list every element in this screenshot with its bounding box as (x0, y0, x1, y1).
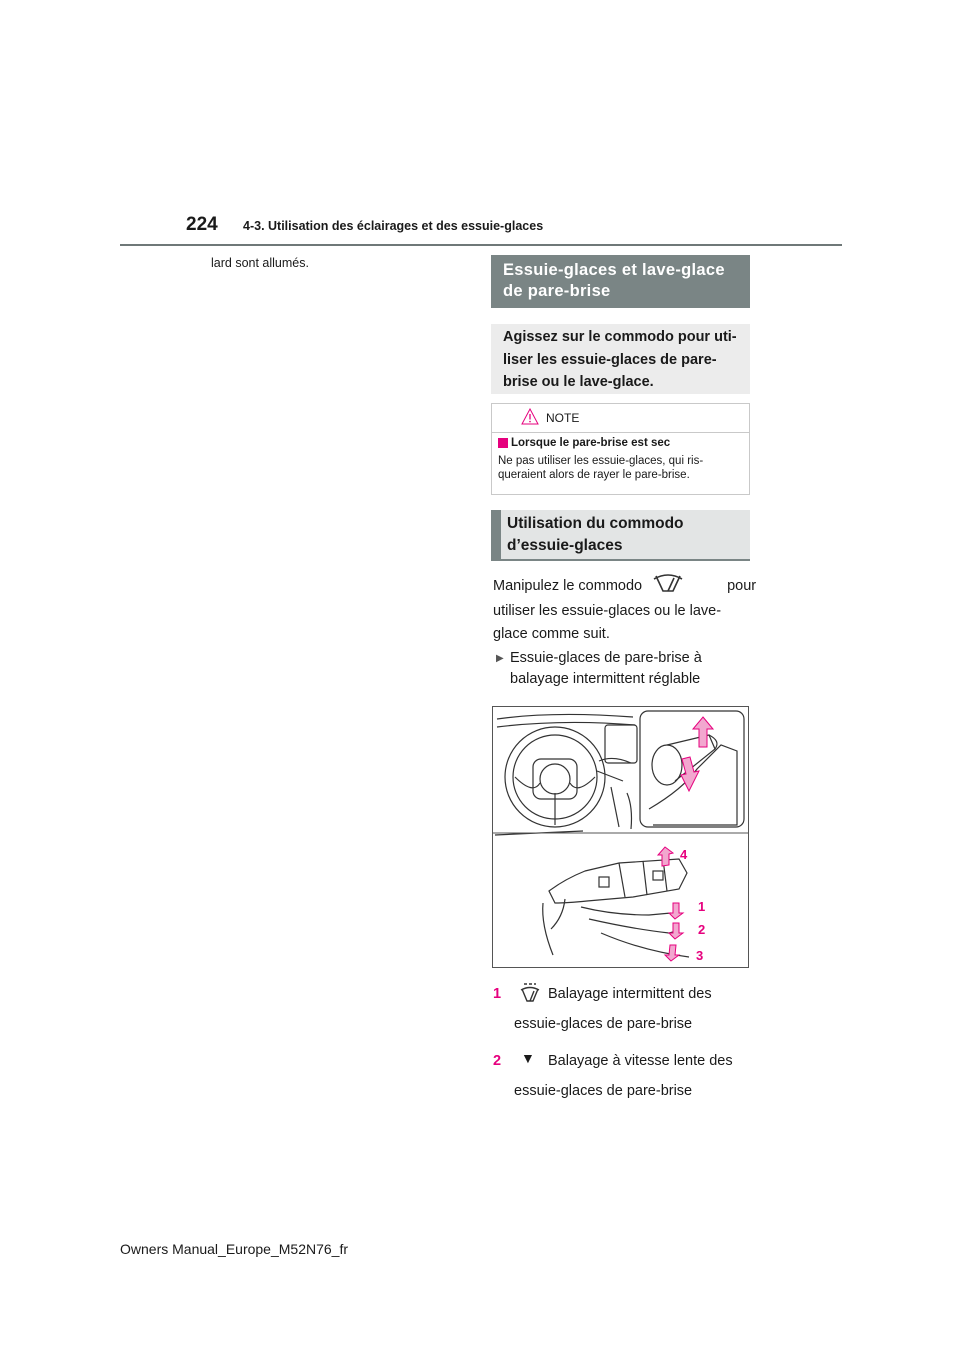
callout-2: 2 (698, 922, 706, 937)
subsection-line2: d’essuie-glaces (507, 537, 623, 554)
note-body: Ne pas utiliser les essuie-glaces, qui ris-queraient alors de rayer le pare-brise. (498, 455, 704, 481)
subsection-underline (491, 559, 750, 561)
wiper-lever-icon (650, 570, 686, 596)
body-line: Manipulez le commodo pour (493, 578, 757, 594)
wiper-intermittent-icon (518, 982, 542, 1004)
bullet-line: balayage intermittent réglable (510, 671, 701, 687)
note-subtitle: Lorsque le pare-brise est sec (511, 437, 671, 449)
item-text: essuie-glaces de pare-brise (514, 1016, 693, 1032)
chapter-title-line1: Essuie-glaces et lave-glace (503, 261, 725, 279)
section-title: 4-3. Utilisation des éclairages et des essuie-glaces (243, 219, 544, 233)
page-number: 224 (186, 214, 218, 235)
chapter-title-box (491, 255, 750, 308)
bullet-line: Essuie-glaces de pare-brise à (510, 650, 702, 666)
bullet-triangle-icon: ▶ (496, 653, 504, 664)
note-label: NOTE (546, 411, 580, 425)
intro-line: Agissez sur le commodo pour uti- (503, 329, 737, 345)
intro-box (491, 324, 750, 394)
subsection-line1: Utilisation du commodo (507, 515, 684, 532)
body-line: utiliser les essuie-glaces ou le lave- (493, 603, 722, 619)
item-text: essuie-glaces de pare-brise (514, 1083, 693, 1099)
wiper-illustration (493, 707, 748, 967)
body-line: glace comme suit. (493, 626, 610, 642)
footer-text: Owners Manual_Europe_M52N76_fr (120, 1241, 349, 1257)
item-number: 1 (493, 986, 502, 1002)
note-box (491, 403, 750, 495)
callout-4: 4 (680, 847, 688, 862)
left-column-text: lard sont allumés. (211, 256, 309, 270)
item-text: Balayage intermittent des (548, 986, 712, 1002)
callout-3: 3 (696, 948, 704, 963)
note-header (492, 404, 749, 433)
square-bullet-icon (498, 438, 508, 448)
item-text: Balayage à vitesse lente des (548, 1053, 733, 1069)
intro-line: liser les essuie-glaces de pare- (503, 351, 717, 368)
wiper-lever-figure (492, 706, 749, 968)
subsection-title-box (491, 510, 750, 560)
header-divider (120, 244, 842, 246)
intro-line: brise ou le lave-glace. (503, 374, 654, 390)
warning-triangle-icon (521, 408, 539, 425)
callout-1: 1 (698, 899, 706, 914)
chapter-title-line2: de pare-brise (503, 282, 611, 300)
item-number: 2 (493, 1053, 502, 1069)
down-triangle-icon: ▼ (521, 1050, 535, 1066)
